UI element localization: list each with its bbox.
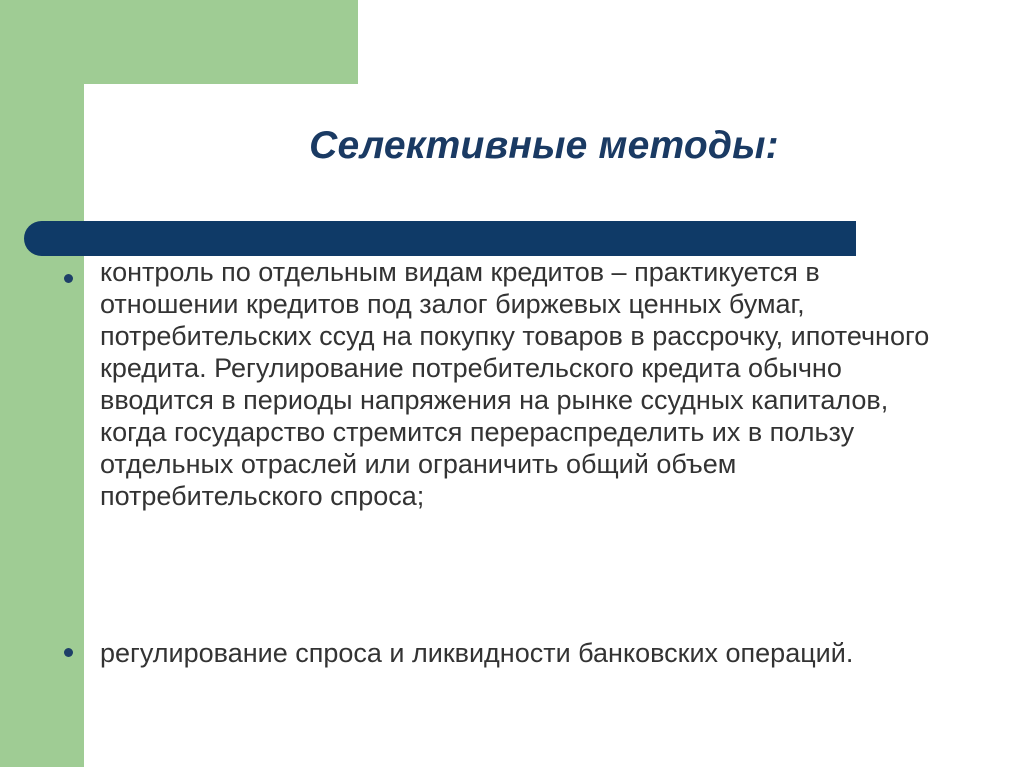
- bullet-item-credit-control: контроль по отдельным видам кредитов – практикуется в отношении кредитов под залог биржевых ценных бумаг, потребительских ссуд на покупку товаров в рассрочку, ипотечного кредита. Регулирование потребительского кредита обычно вводится в периоды напряжения на рынке ссудных капиталов, когда государство стремится перераспределить их в пользу отдельных отраслей или ограничить общий объем потребительского спроса;: [100, 257, 930, 511]
- green-top-block: [0, 0, 358, 84]
- bullet-dot-icon: [64, 274, 73, 283]
- bullet-dot-icon: [64, 648, 73, 657]
- slide-title: Селективные методы:: [309, 124, 779, 167]
- title-divider-bar: [24, 221, 856, 256]
- bullet-item-demand-regulation: регулирование спроса и ликвидности банковских операций.: [100, 638, 854, 668]
